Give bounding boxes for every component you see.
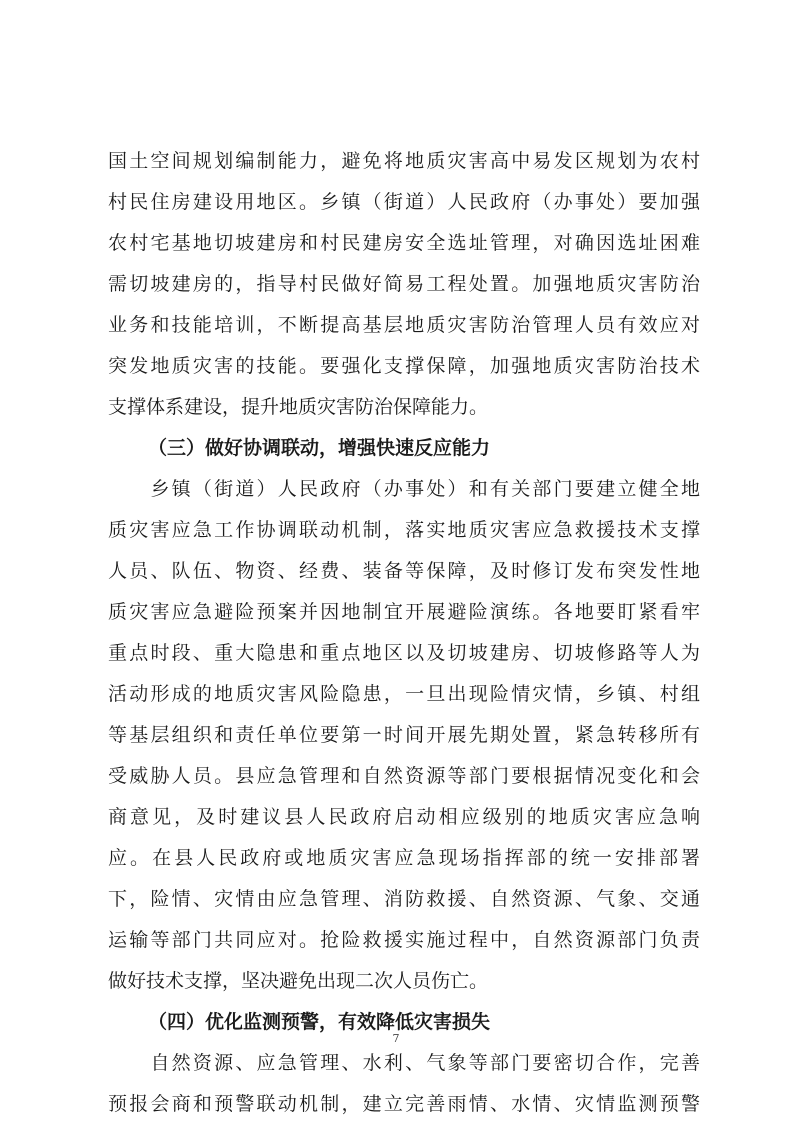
section-heading: （三）做好协调联动，增强快速反应能力 (148, 437, 491, 459)
paragraph-line: 等基层组织和责任单位要第一时间开展先期处置，紧急转移所有 (108, 724, 700, 746)
paragraph-line: 运输等部门共同应对。抢险救援实施过程中，自然资源部门负责 (108, 929, 700, 951)
paragraph-line: 应。在县人民政府或地质灾害应急现场指挥部的统一安排部署 (108, 847, 700, 869)
paragraph-line: 乡镇（街道）人民政府（办事处）和有关部门要建立健全地 (108, 478, 700, 500)
section-heading: （四）优化监测预警，有效降低灾害损失 (148, 1011, 491, 1033)
paragraph-line: 预报会商和预警联动机制，建立完善雨情、水情、灾情监测预警 (108, 1093, 700, 1115)
paragraph-line: 做好技术支撑，坚决避免出现二次人员伤亡。 (108, 970, 489, 992)
page-number: 7 (392, 1032, 400, 1045)
paragraph-line: 下，险情、灾情由应急管理、消防救援、自然资源、气象、交通 (108, 888, 700, 910)
paragraph-line: 国土空间规划编制能力，避免将地质灾害高中易发区规划为农村 (108, 150, 700, 172)
paragraph-line: 质灾害应急避险预案并因地制宜开展避险演练。各地要盯紧看牢 (108, 601, 700, 623)
paragraph-line: 农村宅基地切坡建房和村民建房安全选址管理，对确因选址困难 (108, 232, 700, 254)
paragraph-line: 业务和技能培训，不断提高基层地质灾害防治管理人员有效应对 (108, 314, 700, 336)
paragraph-line: 商意见，及时建议县人民政府启动相应级别的地质灾害应急响 (108, 806, 700, 828)
paragraph-line: 村民住房建设用地区。乡镇（街道）人民政府（办事处）要加强 (108, 191, 700, 213)
paragraph-line: 活动形成的地质灾害风险隐患，一旦出现险情灾情，乡镇、村组 (108, 683, 700, 705)
paragraph-line: 质灾害应急工作协调联动机制，落实地质灾害应急救援技术支撑 (108, 519, 700, 541)
paragraph-line: 支撑体系建设，提升地质灾害防治保障能力。 (108, 396, 489, 418)
paragraph-line: 人员、队伍、物资、经费、装备等保障，及时修订发布突发性地 (108, 560, 700, 582)
paragraph-line: 需切坡建房的，指导村民做好简易工程处置。加强地质灾害防治 (108, 273, 700, 295)
paragraph-line: 重点时段、重大隐患和重点地区以及切坡建房、切坡修路等人为 (108, 642, 700, 664)
paragraph-line: 突发地质灾害的技能。要强化支撑保障，加强地质灾害防治技术 (108, 355, 700, 377)
paragraph-line: 自然资源、应急管理、水利、气象等部门要密切合作，完善 (108, 1052, 700, 1074)
paragraph-line: 受威胁人员。县应急管理和自然资源等部门要根据情况变化和会 (108, 765, 700, 787)
